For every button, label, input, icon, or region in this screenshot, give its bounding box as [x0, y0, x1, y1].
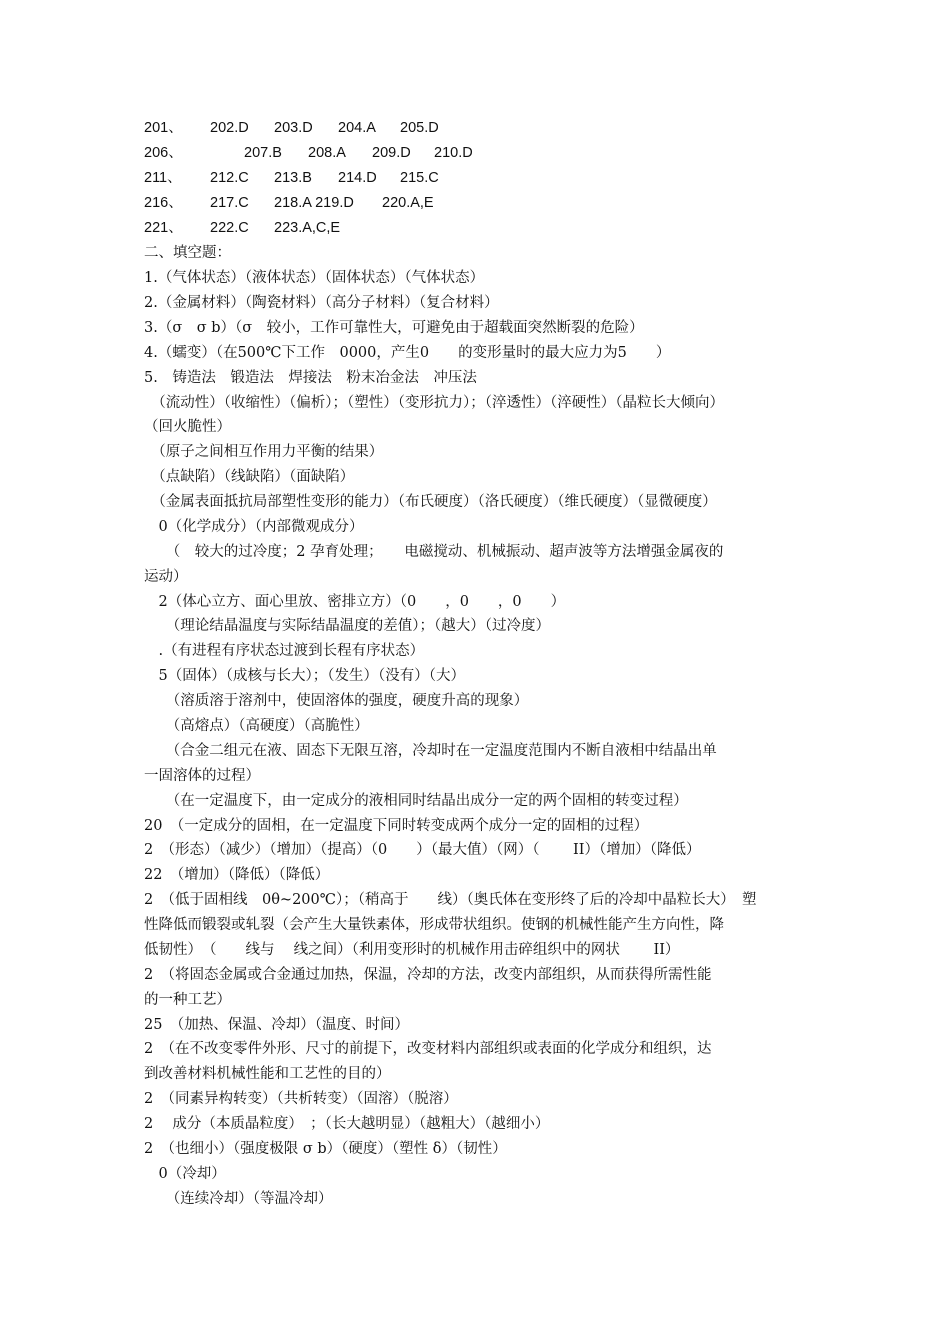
answer-cell: 212.C [210, 170, 249, 186]
answer-cell: 202.D [210, 120, 249, 136]
text-line: 2.（金属材料）（陶瓷材料）（高分子材料）（复合材料） [144, 295, 499, 311]
text-line: 20 （一定成分的固相，在一定温度下同时转变成两个成分一定的固相的过程） [144, 818, 649, 834]
answer-row [144, 116, 830, 141]
answer-cell: 223.A,C,E [274, 220, 341, 236]
text-line: （溶质溶于溶剂中，使固溶体的强度，硬度升高的现象） [144, 693, 529, 709]
text-line: 到改善材料机械性能和工艺性的目的） [144, 1066, 391, 1082]
text-line: 2 （在不改变零件外形、尺寸的前提下，改变材料内部组织或表面的化学成分和组织，达 [144, 1041, 712, 1057]
answer-row [144, 191, 830, 216]
answer-cell: 201、 [144, 120, 183, 136]
text-line: 4.（蠕变）（在500℃下工作 0000，产生0 的变形量时的最大应力为5 ） [144, 345, 671, 361]
text-line: 低韧性） （ 线与 线之间）（利用变形时的机械作用击碎组织中的网状 II） [144, 942, 680, 958]
text-line: （连续冷却）（等温冷却） [144, 1191, 333, 1207]
answer-cell: 209.D [372, 145, 411, 161]
text-line: 的一种工艺） [144, 992, 231, 1008]
answer-cell: 205.D [400, 120, 439, 136]
text-line: 1.（气体状态）（液体状态）（固体状态）（气体状态） [144, 270, 485, 286]
text-line: 性降低而锻裂或轧裂（会产生大量铁素体，形成带状组织。使钢的机械性能产生方向性，降 [144, 917, 724, 933]
answer-cell: 220.A,E [382, 195, 434, 211]
answer-cell: 218.A 219.D [274, 195, 354, 211]
text-line: 2 （同素异构转变）（共析转变）（固溶）（脱溶） [144, 1091, 458, 1107]
text-line: 运动） [144, 569, 188, 585]
answer-cell: 203.D [274, 120, 313, 136]
answer-cell: 207.B [244, 145, 282, 161]
text-line: 2 （形态）（减少）（增加）（提高）（0 ）（最大值）（网）（ II）（增加）（降低） [144, 842, 701, 858]
text-line: （点缺陷）（线缺陷）（面缺陷） [144, 469, 355, 485]
text-line: 0（冷却） [144, 1166, 226, 1182]
answer-cell: 221、 [144, 220, 183, 236]
text-line: （回火脆性） [144, 419, 231, 435]
text-line: （在一定温度下，由一定成分的液相同时结晶出成分一定的两个固相的转变过程） [144, 793, 688, 809]
answer-cell: 213.B [274, 170, 312, 186]
answer-row [144, 141, 830, 166]
text-line: 5（固体）（成核与长大）；（发生）（没有）（大） [144, 668, 465, 684]
text-line: 3.（σ σ b）（σ 较小，工作可靠性大，可避免由于超载面突然断裂的危险） [144, 320, 644, 336]
text-line: 5. 铸造法 锻造法 焊接法 粉末冶金法 冲压法 [144, 370, 477, 386]
answer-cell: 216、 [144, 195, 183, 211]
text-line: 25 （加热、保温、冷却）（温度、时间） [144, 1017, 409, 1033]
text-line: （流动性）（收缩性）（偏析）；（塑性）（变形抗力）；（淬透性）（淬硬性）（晶粒长大倾向） [144, 395, 724, 411]
answer-cell: 208.A [308, 145, 346, 161]
answer-cell: 204.A [338, 120, 376, 136]
text-line: 一固溶体的过程） [144, 768, 260, 784]
text-line: （ 较大的过冷度；2 孕育处理； 电磁搅动、机械振动、超声波等方法增强金属夜的 [144, 544, 724, 560]
text-line: （理论结晶温度与实际结晶温度的差值）；（越大）（过冷度） [144, 618, 550, 634]
answer-row [144, 216, 830, 241]
answer-cell: 215.C [400, 170, 439, 186]
text-line: 2 （也细小）（强度极限 σ b）（硬度）（塑性 δ）（韧性） [144, 1141, 507, 1157]
text-line: （原子之间相互作用力平衡的结果） [144, 444, 384, 460]
section-title: 二、填空题： [144, 245, 231, 261]
answer-cell: 217.C [210, 195, 249, 211]
text-line: 22 （增加）（降低）（降低） [144, 867, 330, 883]
answer-cell: 211、 [144, 170, 182, 186]
answer-cell: 222.C [210, 220, 249, 236]
answer-cell: 214.D [338, 170, 377, 186]
answer-row [144, 166, 830, 191]
answer-cell: 210.D [434, 145, 473, 161]
text-line: 2（体心立方、面心里放、密排立方）（0 ，0 ，0 ） [144, 594, 566, 610]
text-line: （高熔点）（高硬度）（高脆性） [144, 718, 369, 734]
text-line: 2 （低于固相线 0θ~200℃）；（稍高于 线）（奥氏体在变形终了后的冷却中晶粒长大） 塑 [144, 892, 757, 908]
text-line: （金属表面抵抗局部塑性变形的能力）（布氏硬度）（洛氏硬度）（维氏硬度）（显微硬度） [144, 494, 717, 510]
text-line: 0（化学成分）（内部微观成分） [144, 519, 364, 535]
answer-cell: 206、 [144, 145, 183, 161]
text-line: 2 成分（本质晶粒度） ；（长大越明显）（越粗大）（越细小） [144, 1116, 550, 1132]
text-line: （合金二组元在液、固态下无限互溶，冷却时在一定温度范围内不断自液相中结晶出单 [144, 743, 717, 759]
text-line: .（有进程有序状态过渡到长程有序状态） [144, 643, 425, 659]
text-line: 2 （将固态金属或合金通过加热，保温，冷却的方法，改变内部组织，从而获得所需性能 [144, 967, 712, 983]
